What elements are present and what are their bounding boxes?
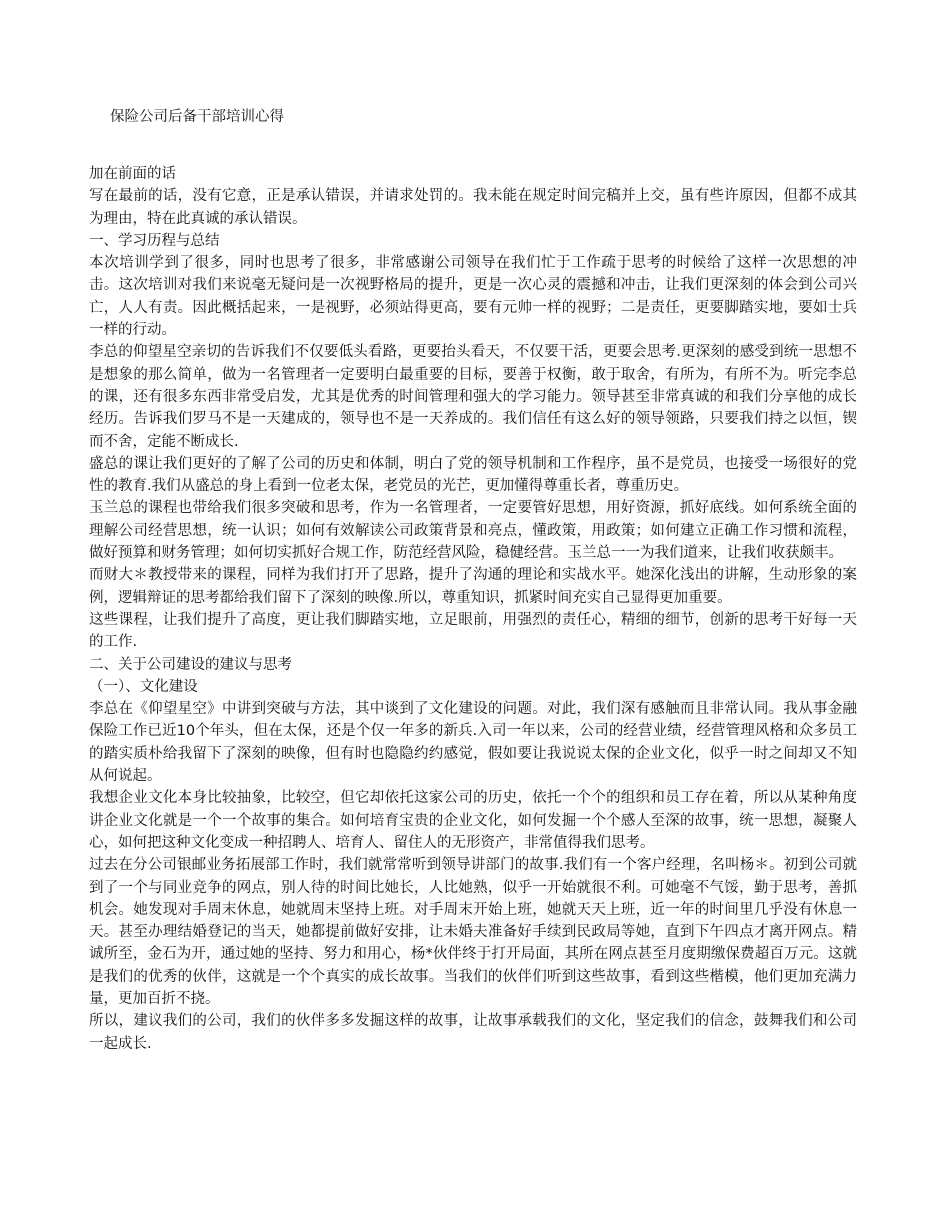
section-heading: 一、学习历程与总结 (89, 232, 220, 249)
document-title: 保险公司后备干部培训心得 (110, 109, 284, 125)
paragraph: 玉兰总的课程也带给我们很多突破和思考，作为一名管理者，一定要管好思想，用好资源，抓好底线。如何系统全面的理解公司经营思想，统一认识；如何有效解读公司政策背景和亮点，懂政策，用政策；如何建立正确工作习惯和流程，做好预算和财务管理；如何切实抓好合规工作，防范经营风险，稳健经营。玉兰总一一为我们道来，让我们收获颇丰。 (89, 500, 857, 562)
paragraph: 这些课程，让我们提升了高度，更让我们脚踏实地，立足眼前，用强烈的责任心，精细的细节，创新的思考干好每一天的工作. (89, 611, 857, 651)
paragraph: 所以，建议我们的公司，我们的伙伴多多发掘这样的故事，让故事承载我们的文化，坚定我们的信念，鼓舞我们和公司一起成长. (89, 1013, 857, 1052)
document-body (89, 163, 857, 1055)
paragraph: 我想企业文化本身比较抽象，比较空，但它却依托这家公司的历史，依托一个个的组织和员工存在着，所以从某种角度讲企业文化就是一个一个故事的集合。如何培育宝贵的企业文化，如何发掘一个个感人至深的故事，统一思想，凝聚人心，如何把这种文化变成一种招聘人、培育人、留住人的无形资产，非常值得我们思考。 (89, 790, 857, 851)
paragraph: 加在前面的话 (89, 166, 176, 182)
subsection-heading: （一）、文化建设 (89, 678, 198, 695)
paragraph: 李总的仰望星空亲切的告诉我们不仅要低头看路，更要抬头看天，不仅要干活，更要会思考.更深刻的感受到统一思想不是想象的那么简单，做为一名管理者一定要明白最重要的目标，要善于权衡，敢于取舍，有所为，有所不为。听完李总的课，还有很多东西非常受启发，尤其是优秀的时间管理和强大的学习能力。领导甚至非常真诚的和我们分享他的成长经历。告诉我们罗马不是一天建成的，领导也不是一天养成的。我们信任有这么好的领导领路，只要我们持之以恒，锲而不舍，定能不断成长. (89, 344, 857, 450)
section-heading: 二、关于公司建设的建议与思考 (89, 656, 292, 673)
paragraph: 而财大＊教授带来的课程，同样为我们打开了思路，提升了沟通的理论和实战水平。她深化浅出的讲解，生动形象的案例，逻辑辩证的思考都给我们留下了深刻的映像.所以，尊重知识，抓紧时间充实自己显得更加重要。 (89, 567, 857, 606)
paragraph: 盛总的课让我们更好的了解了公司的历史和体制，明白了党的领导机制和工作程序，虽不是党员，也接受一场很好的党性的教育.我们从盛总的身上看到一位老太保，老党员的光芒，更加懂得尊重长者，尊重历史。 (89, 455, 857, 495)
paragraph: 过去在分公司银邮业务拓展部工作时，我们就常常听到领导讲部门的故事.我们有一个客户经理，名叫杨＊。初到公司就到了一个与同业竞争的网点，别人待的时间比她长，人比她熟，似乎一开始就很不利。可她毫不气馁，勤于思考，善抓机会。她发现对手周末休息，她就周末坚持上班。对手周末开始上班，她就天天上班，近一年的时间里几乎没有休息一天。甚至办理结婚登记的当天，她都提前做好安排，让未婚夫准备好手续到民政局等她，直到下午四点才离开网点。精诚所至，金石为开，通过她的坚持、努力和用心，杨*伙伴终于打开局面，其所在网点甚至月度期缴保费超百万元。这就是我们的优秀的伙伴，这就是一个个真实的成长故事。当我们的伙伴们听到这些故事，看到这些楷模，他们更加充满力量，更加百折不挠。 (89, 857, 857, 1007)
paragraph: 李总在《仰望星空》中讲到突破与方法，其中谈到了文化建设的问题。对此，我们深有感触而且非常认同。我从事金融保险工作已近10个年头，但在太保，还是个仅一年多的新兵.入司一年以来，公司的经营业绩，经营管理风格和众多员工的踏实质朴给我留下了深刻的映像，但有时也隐隐约约感觉，假如要让我说说太保的企业文化，似乎一时之间却又不知从何说起。 (89, 701, 857, 785)
paragraph: 写在最前的话，没有它意，正是承认错误，并请求处罚的。我未能在规定时间完稿并上交，虽有些许原因，但都不成其为理由，特在此真诚的承认错误。 (89, 188, 857, 227)
paragraph: 本次培训学到了很多，同时也思考了很多，非常感谢公司领导在我们忙于工作疏于思考的时候给了这样一次思想的冲击。这次培训对我们来说毫无疑问是一次视野格局的提升，更是一次心灵的震撼和冲击，让我们更深刻的体会到公司兴亡，人人有责。因此概括起来，一是视野，必须站得更高，要有元帅一样的视野；二是责任，更要脚踏实地，要如士兵一样的行动。 (89, 255, 857, 339)
